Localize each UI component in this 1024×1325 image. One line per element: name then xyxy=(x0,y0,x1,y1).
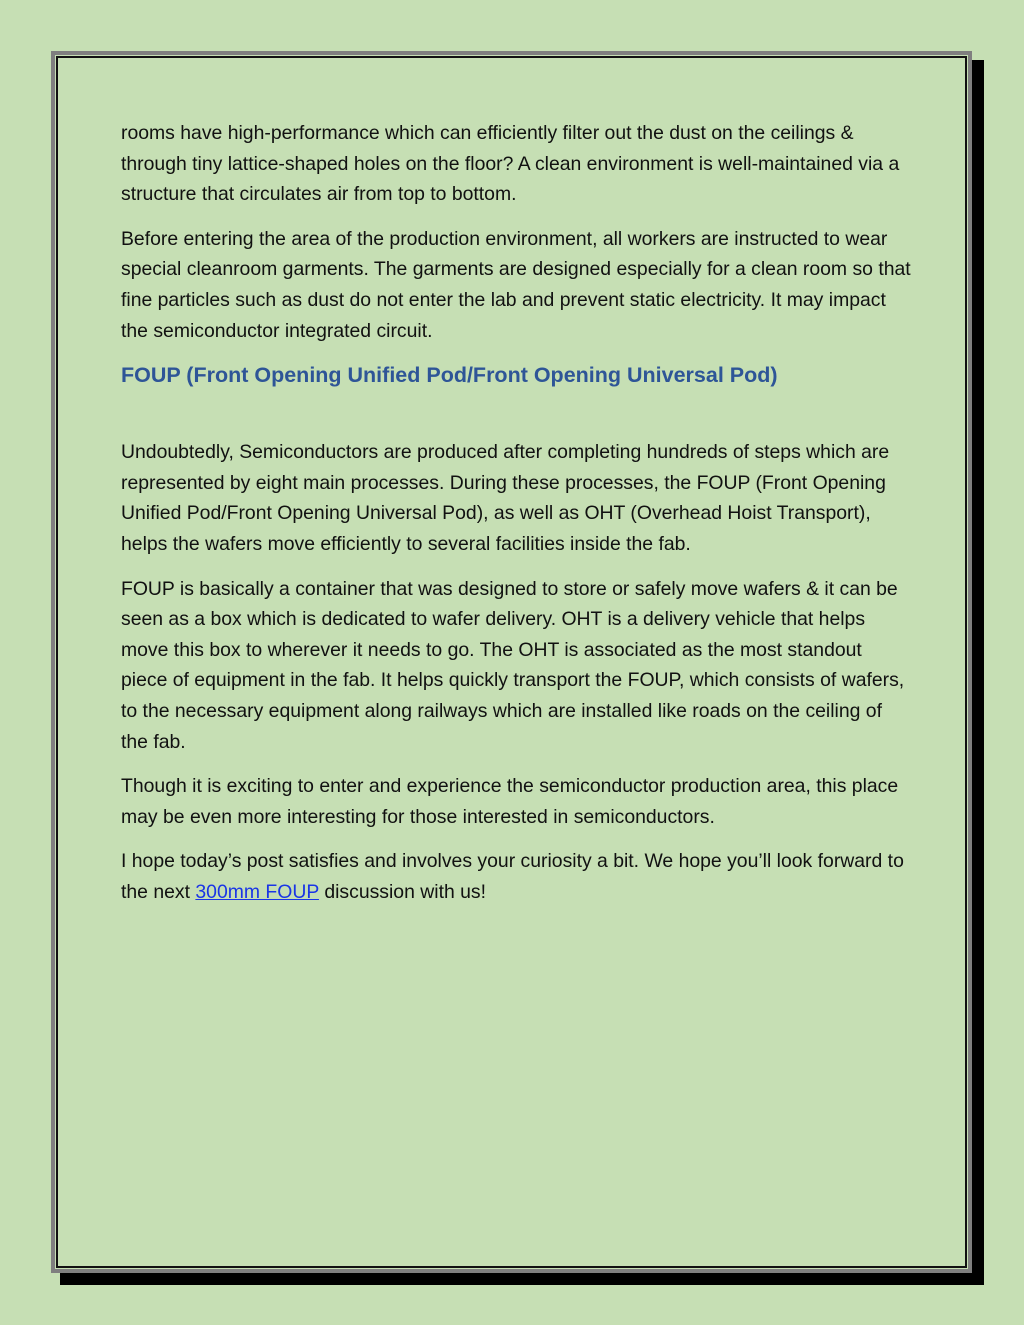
paragraph-production-area: Though it is exciting to enter and experience the semiconductor production area, this place may be even more interesting for those interested in semiconductors. xyxy=(121,775,899,828)
paragraph-closing xyxy=(121,846,911,907)
paragraph-cleanroom-garments: Before entering the area of the production environment, all workers are instructed to wear special cleanroom garments. The garments are designed especially for a clean room so that fine particles such as dust do not enter the lab and prevent static electricity. It may impact the semiconductor integrated circuit. xyxy=(121,227,911,342)
paragraph-semiconductor-processes: Undoubtedly, Semiconductors are produced after completing hundreds of steps which are represented by eight main processes. During these processes, the FOUP (Front Opening Unified Pod/Front Opening Universal Pod), as well as OHT (Overhead Hoist Transport), helps the wafers move efficiently to several facilities inside the fab. xyxy=(121,441,890,555)
paragraph-cleanroom-filters: rooms have high-performance which can efficiently filter out the dust on the ceilings & through tiny lattice-shaped holes on the floor? A clean environment is well-maintained via a structure that circulates air from top to bottom. xyxy=(121,122,900,206)
document-body xyxy=(121,118,911,921)
foup-300mm-link[interactable]: 300mm FOUP xyxy=(195,880,319,903)
closing-text-after: discussion with us! xyxy=(318,880,486,903)
closing-text-before: I hope today’s post satisfies and involves your curiosity a bit. We hope you’ll look forward to the next xyxy=(121,850,904,903)
paragraph-foup-oht: FOUP is basically a container that was designed to store or safely move wafers & it can be seen as a box which is dedicated to wafer delivery. OHT is a delivery vehicle that helps move this box to wherever it needs to go. The OHT is associated as the most standout piece of equipment in the fab. It helps quickly transport the FOUP, which consists of wafers, to the necessary equipment along railways which are installed like roads on the ceiling of the fab. xyxy=(121,577,905,753)
section-heading-foup: FOUP (Front Opening Unified Pod/Front Opening Universal Pod) xyxy=(121,363,778,388)
